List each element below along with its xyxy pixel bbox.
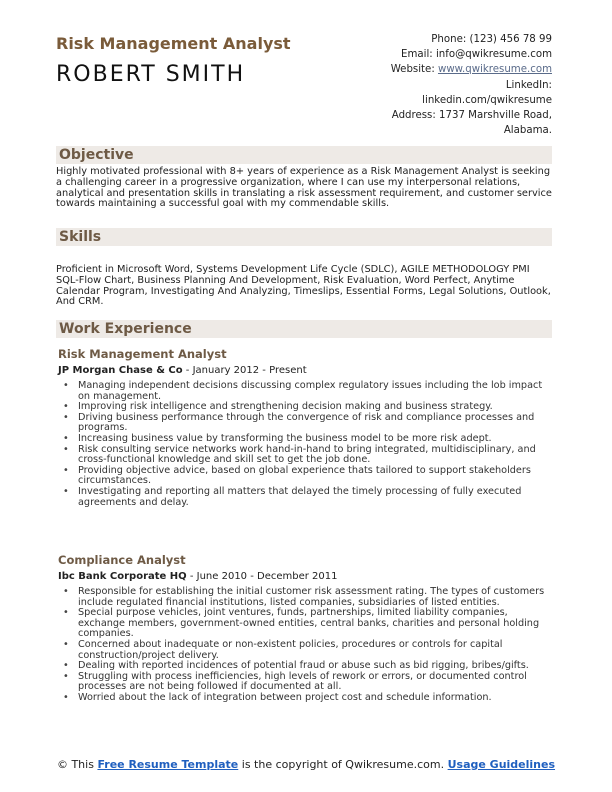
job-1-bullets	[60, 381, 554, 508]
bullet-text: Dealing with reported incidences of potential fraud or abuse such as bid rigging, bribes/gifts.	[78, 660, 529, 672]
address-line-1: Address: 1737 Marshville Road,	[391, 110, 552, 122]
phone-line: Phone: (123) 456 78 99	[431, 34, 552, 45]
skills-text: Proficient in Microsoft Word, Systems Development Life Cycle (SDLC), AGILE METHODOLOGY PMI SQL-Flow Chart, Business Planning And Development, Risk Evaluation, Word Perfect, Anytime Calendar Program, Investigating And Analyzing, Timeslips, Essential Forms, Legal Solutions, Outlook, And CRM.	[56, 264, 551, 308]
bullet-icon: •	[63, 670, 69, 682]
bullet-icon: •	[63, 464, 69, 476]
list-item	[60, 693, 554, 704]
bullet-icon: •	[63, 401, 69, 413]
list-item	[60, 466, 554, 487]
bullet-icon: •	[63, 607, 69, 619]
bullet-text: Providing objective advice, based on global experience thats tailored to support stakeholders circumstances.	[78, 464, 531, 487]
website-line	[312, 62, 552, 77]
objective-title: Objective	[59, 147, 134, 163]
list-item	[60, 413, 554, 434]
free-resume-template-link[interactable]: Free Resume Template	[97, 758, 239, 771]
work-experience-title: Work Experience	[59, 321, 192, 337]
bullet-text: Responsible for establishing the initial customer risk assessment rating. The types of customers include regulated financial institutions, listed companies, subsidiaries of listed entities.	[78, 586, 545, 608]
job-1-dates: - January 2012 - Present	[182, 365, 307, 376]
job-2-company-line	[58, 571, 338, 582]
objective-text: Highly motivated professional with 8+ years of experience as a Risk Management Analyst is seeking a challenging career in a progressive organization, where I can use my interpersonal relations, analytical and presentation skills in translating a risk assessment requirement, and customer service towards maintaining a successful goal with my commendable skills.	[56, 166, 552, 210]
footer-middle: is the copyright of Qwikresume.com.	[238, 758, 448, 771]
skills-title: Skills	[59, 229, 102, 245]
list-item	[60, 487, 554, 508]
bullet-text: Concerned about inadequate or non-existent policies, procedures or controls for capital construction/project delivery.	[78, 638, 503, 661]
website-label: Website:	[390, 64, 438, 76]
candidate-name: ROBERT SMITH	[56, 62, 246, 87]
list-item	[60, 445, 554, 466]
bullet-icon: •	[63, 638, 69, 650]
resume-header	[56, 32, 552, 137]
job-2-bullets	[60, 587, 554, 704]
list-item	[60, 640, 554, 661]
linkedin-value: linkedin.com/qwikresume	[422, 94, 552, 106]
contact-block	[312, 32, 552, 138]
copyright-footer	[56, 758, 556, 771]
bullet-text: Special purpose vehicles, joint ventures, funds, partnerships, limited liability companies, exchange members, government-owned entities, central banks, charities and personal holding companies.	[78, 607, 540, 640]
bullet-icon: •	[63, 660, 69, 672]
bullet-text: Driving business performance through the convergence of risk and compliance processes and programs.	[78, 411, 535, 434]
skills-section-header	[56, 228, 552, 246]
bullet-text: Investigating and reporting all matters that delayed the timely processing of fully executed agreements and delay.	[78, 485, 522, 508]
usage-guidelines-link[interactable]: Usage Guidelines	[447, 758, 556, 771]
bullet-text: Managing independent decisions discussing complex regulatory issues including the lob impact on management.	[78, 380, 543, 402]
email-line: Email: info@qwikresume.com	[401, 49, 552, 61]
bullet-icon: •	[63, 586, 69, 597]
job-title: Risk Management Analyst	[56, 34, 291, 53]
bullet-text: Worried about the lack of integration between project cost and schedule information.	[78, 691, 492, 703]
job-1-role: Risk Management Analyst	[58, 347, 227, 361]
job-2-dates: - June 2010 - December 2011	[186, 571, 338, 582]
list-item	[60, 381, 554, 402]
bullet-text: Increasing business value by transforming the business model to be more risk adept.	[78, 432, 492, 444]
list-item	[60, 672, 554, 693]
footer-prefix: © This	[56, 758, 98, 771]
bullet-text: Struggling with process inefficiencies, high levels of rework or errors, or documented control processes are not being followed if documented at all.	[78, 670, 527, 693]
work-experience-section-header	[56, 320, 552, 338]
linkedin-label: LinkedIn:	[505, 79, 552, 91]
bullet-icon: •	[63, 485, 69, 497]
list-item	[60, 608, 554, 640]
bullet-icon: •	[63, 443, 69, 455]
job-2-company: Ibc Bank Corporate HQ	[58, 571, 187, 582]
bullet-icon: •	[63, 411, 69, 423]
bullet-icon: •	[63, 691, 69, 703]
objective-section-header	[56, 146, 552, 164]
list-item	[60, 587, 554, 608]
job-2-role: Compliance Analyst	[58, 553, 186, 567]
bullet-icon: •	[63, 432, 69, 444]
address-line-2: Alabama.	[503, 125, 552, 137]
bullet-text: Improving risk intelligence and strengthening decision making and business strategy.	[78, 401, 493, 413]
job-1-company: JP Morgan Chase & Co	[58, 365, 183, 376]
website-link[interactable]: www.qwikresume.com	[437, 64, 552, 76]
job-1-company-line	[58, 365, 307, 376]
bullet-icon: •	[63, 380, 69, 391]
bullet-text: Risk consulting service networks work hand-in-hand to bring integrated, multidisciplinary, and cross-functional knowledge and skill set to get the job done.	[78, 443, 536, 466]
